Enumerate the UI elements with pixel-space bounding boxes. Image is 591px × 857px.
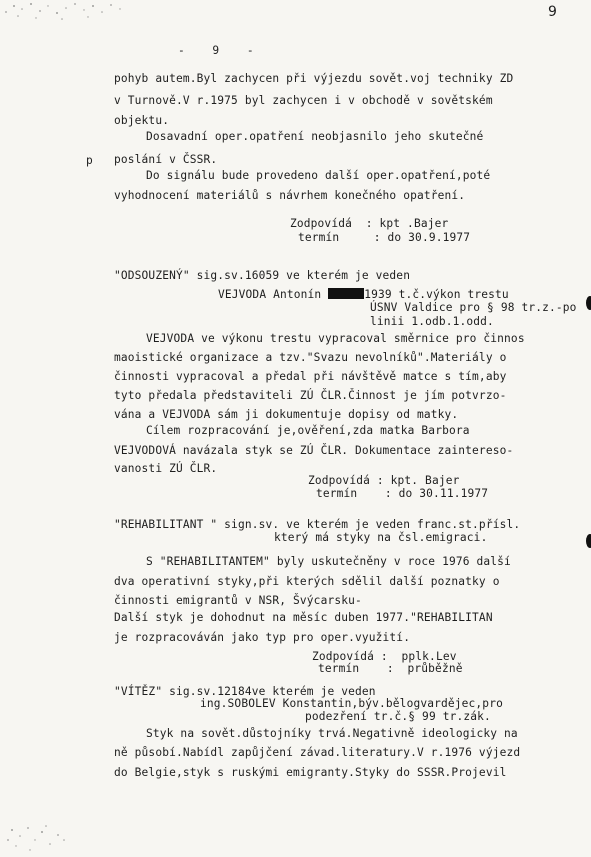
text-line: VEJVODA ve výkonu trestu vypracoval směrnice pro činnos — [146, 332, 525, 345]
header-page-number: - 9 - — [178, 44, 254, 57]
responsible-line: Zodpovídá : pplk.Lev — [312, 650, 457, 663]
corner-page-number: 9 — [548, 4, 557, 20]
text-line: Styk na sovět.důstojníky trvá.Negativně ideologicky na — [146, 727, 518, 740]
text-line: ně působí.Nabídl zapůjčení závad.literatury.V r.1976 výjezd — [114, 746, 521, 759]
text-line: Další styk je dohodnut na měsíc duben 1977."REHABILITAN — [114, 611, 493, 624]
text-line: Cílem rozpracování je,ověření,zda matka Barbora — [146, 424, 470, 437]
text-line: linii 1.odb.1.odd. — [370, 315, 494, 328]
section-heading: "VÍTĚZ" sig.sv.12184ve kterém je veden — [114, 685, 376, 698]
text-line: dva operativní styky,při kterých sdělil další poznatky o — [114, 575, 500, 588]
section-heading: "REHABILITANT " sign.sv. ve kterém je veden franc.st.přísl. — [114, 518, 521, 531]
text-line: tyto předala představiteli ZÚ ČLR.Činnost je jím potvrzo- — [114, 389, 507, 402]
subject-name: VEJVODA Antonín — [218, 288, 322, 301]
text-line: je rozpracováván jako typ pro oper.využití. — [114, 631, 411, 644]
text-line: v Turnově.V r.1975 byl zachycen i v obchodě v sovětském — [114, 94, 493, 107]
text-line: VEJVODOVÁ navázala styk se ZÚ ČLR. Dokumentace zaintereso- — [114, 444, 514, 457]
responsible-line: Zodpovídá : kpt .Bajer — [290, 217, 449, 230]
text-line: vána a VEJVODA sám ji dokumentuje dopisy od matky. — [114, 408, 459, 421]
binder-hole-bottom — [586, 534, 591, 548]
section-heading: "ODSOUZENÝ" sig.sv.16059 ve kterém je veden — [114, 269, 411, 282]
text-line: podezření tr.č.§ 99 tr.zák. — [305, 710, 491, 723]
text-line: maoistické organizace a tzv."Svazu nevolníků".Materiály o — [114, 351, 507, 364]
text-line: objektu. — [114, 114, 170, 127]
binder-hole-top — [586, 296, 591, 310]
text-line: poslání v ČSSR. — [114, 153, 218, 166]
text-line: Do signálu bude provedeno další oper.opatření,poté — [146, 169, 491, 182]
text-line: S "REHABILITANTEM" byly uskutečněny v roce 1976 další — [146, 555, 511, 568]
text-line: Dosavadní oper.opatření neobjasnilo jeho skutečné — [146, 130, 484, 143]
text-line: do Belgie,styk s ruskými emigranty.Styky do SSSR.Projevil — [114, 766, 507, 779]
deadline-line: termín : do 30.11.1977 — [316, 487, 489, 500]
text-line: vyhodnocení materiálů s návrhem konečného opatření. — [114, 189, 466, 202]
text-line: pohyb autem.Byl zachycen při výjezdu sovět.voj techniky ZD — [114, 72, 514, 85]
text-line: ing.SOBOLEV Konstantin,býv.bělogvardějec,pro — [200, 697, 503, 710]
birth-year-text: 1939 t.č.výkon trestu — [364, 288, 509, 301]
margin-mark: p — [86, 154, 93, 167]
text-line: činnosti vypracoval a předal při návštěvě matce s tím,aby — [114, 370, 507, 383]
deadline-line: termín : průběžně — [318, 662, 463, 675]
deadline-line: termín : do 30.9.1977 — [298, 231, 471, 244]
text-line: vanosti ZÚ ČLR. — [114, 462, 218, 475]
text-line: činnosti emigrantů v NSR, Švýcarsku- — [114, 594, 362, 607]
text-line — [218, 288, 509, 301]
responsible-line: Zodpovídá : kpt. Bajer — [308, 474, 460, 487]
text-line: který má styky na čsl.emigraci. — [274, 531, 488, 544]
text-line: ÚSNV Valdice pro § 98 tr.z.-po — [370, 301, 577, 314]
redaction-bar — [328, 288, 364, 299]
